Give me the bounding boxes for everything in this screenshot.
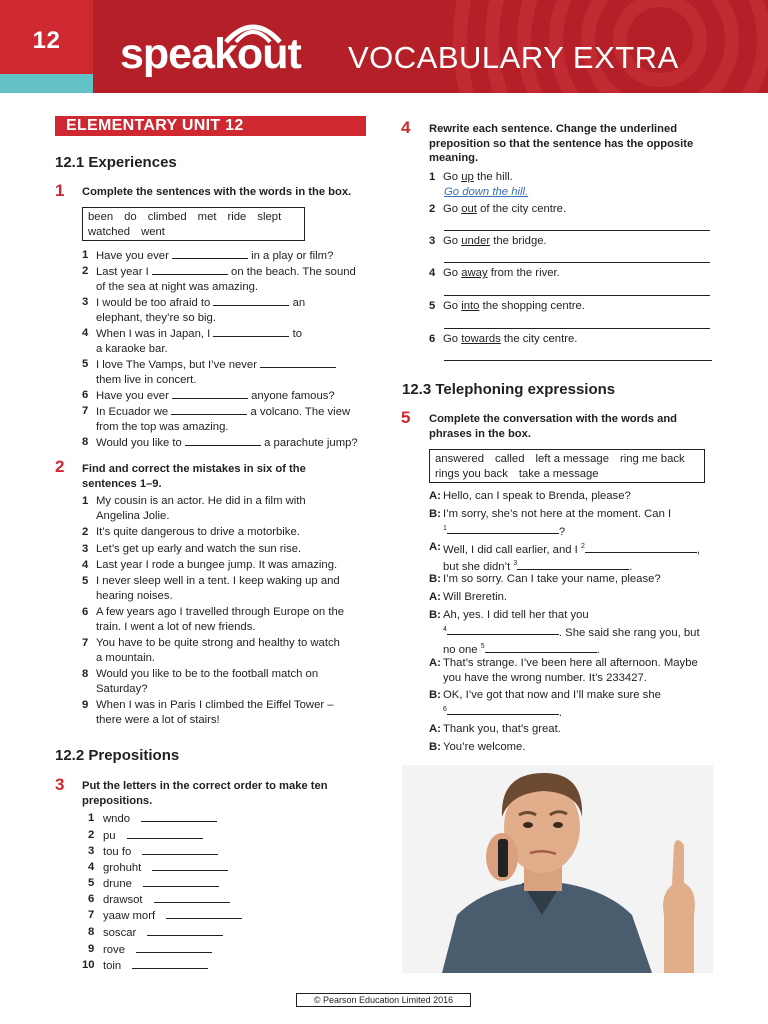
exercise-1-item [82,404,372,434]
speaker-label: B: [429,689,441,701]
item-text: Would you like to [96,437,182,449]
item-text: of the city centre. [480,203,567,215]
item-number: 2 [82,526,89,538]
answer-blank[interactable] [172,248,248,259]
exercise-1-item [82,264,372,294]
exercise-4-item [429,170,714,185]
item-number: 1 [82,249,89,261]
dialogue-text: Thank you, that’s great. [443,723,561,735]
exercise-1-instruction: Complete the sentences with the words in the box. [82,186,352,198]
item-number: 8 [82,436,89,448]
answer-blank[interactable] [152,264,228,275]
punctuation: . [558,706,563,719]
answer-blank[interactable] [260,357,336,368]
punctuation: . [629,561,633,574]
item-number: 4 [82,559,89,571]
item-number: 6 [88,893,95,905]
answer-blank[interactable] [517,559,629,570]
dialogue-line [429,489,719,504]
dialogue-text: That’s strange. I’ve been here all afternoon. Maybe [443,657,698,669]
item-text: Go [443,267,459,279]
speaker-label: B: [429,573,441,585]
item-text: My cousin is an actor. He did in a film with [96,495,306,507]
box-word: watched [88,226,131,238]
answer-line[interactable] [444,262,710,263]
answer-blank[interactable] [127,828,203,839]
exercise-1-item [82,295,372,325]
answer-blank[interactable] [171,404,247,415]
item-text: I love The Vamps, but I’ve never [96,359,257,371]
underlined-preposition: out [461,203,477,215]
dialogue-text: Ah, yes. I did tell her that you [443,609,589,621]
exercise-2-item [82,494,372,523]
item-text: the shopping centre. [482,300,585,312]
box-word: do [124,211,137,223]
item-text: a parachute jump? [264,437,358,449]
dialogue-text: you have the wrong number. It’s 233427. [443,671,647,684]
exercise-1-item [82,248,372,264]
exercise-3-item [82,942,282,958]
answer-blank[interactable] [447,704,559,715]
answer-blank[interactable] [136,942,212,953]
item-text: Go [443,203,459,215]
dialogue-text: Well, I did call earlier, and I [443,543,578,556]
exercise-3-item [82,860,282,876]
exercise-1-item [82,357,372,387]
exercise-4-instruction [429,122,719,166]
exercise-4-item [429,266,714,281]
item-text: Go [443,333,459,345]
instruction-text: Put the letters in the correct order to make ten [82,780,328,792]
answer-blank[interactable] [166,908,242,919]
answer-blank[interactable] [154,892,230,903]
instruction-text: prepositions. [82,794,153,807]
item-text: the bridge. [493,235,547,247]
dialogue-text: Hello, can I speak to Brenda, please? [443,490,631,502]
dialogue-line [429,688,719,720]
item-number: 8 [82,668,89,680]
gap-number: 4 [443,625,447,633]
item-text: Let’s get up early and watch the sun rise. [96,543,302,555]
answer-line[interactable] [444,230,710,231]
answer-blank[interactable] [213,326,289,337]
item-number: 6 [82,606,89,618]
exercise-1-item [82,435,372,451]
exercise-1-item [82,326,372,356]
answer-blank[interactable] [142,844,218,855]
dialogue-line [429,722,719,737]
teal-strip [0,74,93,93]
exercise-number-2: 2 [55,457,65,476]
dialogue-text: You’re welcome. [443,741,526,753]
dialogue-line [429,608,719,657]
scrambled-word: pu [103,830,116,842]
item-text: It’s quite dangerous to drive a motorbike. [96,526,300,538]
item-text: there were a lot of stairs! [96,713,220,726]
exercise-4-item [429,202,714,217]
answer-blank[interactable] [447,624,559,635]
gap-number: 6 [443,705,447,713]
item-text: I never sleep well in a tent. I keep waking up and [96,575,340,587]
underlined-preposition: towards [461,333,501,345]
exercise-4-item [429,234,714,249]
item-text: Have you ever [96,390,169,402]
unit-tab [0,0,93,74]
item-number: 7 [82,637,89,649]
unit-number: 12 [32,27,61,54]
example-answer: Go down the hill. [444,186,529,198]
exercise-1-item [82,388,372,404]
item-number: 1 [88,812,95,824]
section-heading-12-2: 12.2 Prepositions [55,747,180,764]
exercise-3-item [82,892,282,908]
scrambled-word: wndo [103,813,131,825]
exercise-3-item [82,958,282,974]
answer-blank[interactable] [447,523,559,534]
item-number: 9 [88,943,95,955]
speaker-label: A: [429,723,441,735]
item-number: 9 [82,699,89,711]
item-number: 6 [82,389,89,401]
box-phrase: take a message [518,468,599,480]
box-phrase: called [494,453,525,465]
item-text: the city centre. [503,333,578,345]
unit-banner: ELEMENTARY UNIT 12 [55,116,366,136]
dialogue-text: Will Breretin. [443,591,508,603]
item-text: a mountain. [96,651,156,664]
man-on-phone-illustration [402,765,713,973]
dialogue-line [429,656,719,685]
dialogue-line [429,540,719,575]
speaker-label: A: [429,490,441,502]
scrambled-word: toin [103,960,122,972]
answer-line[interactable] [444,360,712,361]
item-text: in a play or film? [251,250,334,262]
item-text: Angelina Jolie. [96,509,170,522]
speaker-label: B: [429,741,441,753]
box-word: slept [257,211,282,223]
item-number: 8 [88,926,95,938]
item-text: Last year I [96,266,149,278]
item-text: train. I went a lot of new friends. [96,620,256,633]
item-text: Go [443,300,459,312]
item-text: Saturday? [96,682,148,695]
item-text: In Ecuador we [96,406,169,418]
item-text: hearing noises. [96,589,173,602]
exercise-2-item [82,605,372,634]
punctuation: ? [558,525,566,538]
section-heading-12-3: 12.3 Telephoning expressions [402,381,616,398]
dialogue-line [429,572,719,587]
underlined-preposition: away [461,267,488,279]
exercise-4-item [429,299,714,314]
box-phrase: rings you back [435,468,508,480]
answer-blank[interactable] [213,295,289,306]
exercise-3-item [82,876,282,892]
item-text: an [292,297,306,309]
underlined-preposition: under [461,235,491,247]
item-number: 7 [82,405,89,417]
section-heading-12-1: 12.1 Experiences [55,154,177,171]
answer-line[interactable] [444,328,710,329]
dialogue-text: . She said she rang you, but [558,626,700,639]
box-word: been [88,211,114,223]
item-text: When I was in Japan, I [96,328,211,340]
item-text: I would be too afraid to [96,297,211,309]
punctuation: , [696,543,700,556]
dialogue-text: I’m sorry, she’s not here at the moment. Can I [443,508,672,520]
gap-number: 2 [580,543,585,550]
item-number: 4 [82,327,89,339]
item-text: elephant, they’re so big. [96,311,216,324]
exercise-3-item [82,828,282,844]
item-text: to [292,328,302,340]
answer-blank[interactable] [147,925,223,936]
speaker-label: B: [429,609,441,621]
speaker-label: A: [429,591,441,603]
dialogue-text: OK, I’ve got that now and I’ll make sure she [443,689,661,701]
answer-blank[interactable] [143,876,219,887]
exercise-4-item [429,332,714,347]
speakout-logo: speakout [120,30,301,78]
answer-line[interactable] [444,295,710,296]
scrambled-word: drune [103,878,132,890]
box-word: went [141,226,165,238]
underlined-preposition: into [461,300,480,312]
exercise-3-item [82,811,282,827]
item-text: Go [443,235,459,247]
instruction-text: preposition so that the sentence has the opposite [429,137,694,150]
exercise-2-item [82,542,372,557]
item-number: 5 [82,358,89,370]
exercise-number-1: 1 [55,181,65,200]
exercise-number-3: 3 [55,775,65,794]
item-text: a karaoke bar. [96,342,168,355]
item-number: 10 [82,959,95,971]
item-number: 3 [82,296,89,308]
answer-blank[interactable] [172,388,248,399]
box-phrase: left a message [535,453,609,465]
item-text: Last year I rode a bungee jump. It was amazing. [96,559,338,571]
instruction-text: phrases in the box. [429,427,531,440]
box-phrase: answered [435,453,484,465]
exercise-2-instruction [82,462,372,491]
gap-number: 5 [480,642,485,650]
speaker-label: B: [429,508,441,520]
item-number: 1 [429,171,436,183]
item-text: anyone famous? [251,390,335,402]
item-number: 2 [82,265,89,277]
scrambled-word: tou fo [103,846,132,858]
scrambled-word: soscar [103,927,137,939]
exercise-3-item [82,908,282,924]
exercise-5-instruction [429,412,719,441]
exercise-2-item [82,574,372,603]
instruction-text: Find and correct the mistakes in six of the [82,463,306,475]
speaker-label: A: [429,657,441,669]
instruction-text: meaning. [429,152,479,164]
scrambled-word: grohuht [103,862,142,874]
answer-blank[interactable] [141,811,217,822]
item-number: 4 [88,861,95,873]
dialogue-text: no one [443,643,478,656]
item-text: them live in concert. [96,373,197,386]
item-text: Have you ever [96,250,169,262]
item-text: Go [443,171,459,183]
exercise-3-item [82,844,282,860]
item-text: from the top was amazing. [96,420,229,433]
word-box-1 [82,207,305,241]
item-text: You have to be quite strong and healthy to watch [96,637,340,649]
dialogue-text: but she didn’t [443,561,511,574]
item-number: 2 [88,829,95,841]
scrambled-word: rove [103,944,125,956]
item-number: 5 [82,575,89,587]
exercise-number-5: 5 [401,408,411,427]
item-number: 1 [82,495,89,507]
exercise-2-item [82,558,372,573]
item-number: 5 [88,877,95,889]
answer-blank[interactable] [585,542,697,553]
scrambled-word: drawsot [103,894,143,906]
item-number: 3 [429,235,436,247]
item-text: from the river. [490,267,560,279]
answer-blank[interactable] [132,958,208,969]
speaker-label: A: [429,541,441,553]
photo-man-on-phone [402,765,713,973]
exercise-2-item [82,525,372,540]
exercise-2-item [82,667,372,696]
item-number: 5 [429,300,436,312]
answer-blank[interactable] [185,435,261,446]
copyright-footer: © Pearson Education Limited 2016 [296,993,471,1007]
item-number: 4 [429,267,436,279]
exercise-2-item [82,636,372,665]
answer-blank[interactable] [485,642,597,653]
instruction-text: sentences 1–9. [82,477,162,490]
underlined-preposition: up [461,171,474,183]
instruction-text: Complete the conversation with the words and [429,413,678,425]
dialogue-text: I’m so sorry. Can I take your name, please? [443,573,661,585]
punctuation: . [596,643,600,656]
item-number: 3 [82,543,89,555]
instruction-text: Rewrite each sentence. Change the underlined [429,123,678,135]
answer-blank[interactable] [152,860,228,871]
exercise-3-instruction [82,779,372,808]
exercise-number-4: 4 [401,118,411,137]
item-text: Would you like to be to the football match on [96,668,319,680]
item-text: a volcano. The view [250,406,351,418]
item-number: 3 [88,845,95,857]
page-header [0,0,768,93]
item-text: the hill. [476,171,513,183]
item-text: on the beach. The sound [231,266,356,278]
box-word: climbed [147,211,187,223]
gap-number: 3 [513,560,518,568]
item-number: 2 [429,203,436,215]
item-text: of the sea at night was amazing. [96,280,259,293]
dialogue-line [429,740,719,755]
section-title: VOCABULARY EXTRA [348,40,679,75]
item-text: When I was in Paris I climbed the Eiffel Tower – [96,699,334,711]
box-word: ride [227,211,247,223]
exercise-2-item [82,698,372,727]
word-box-5 [429,449,705,483]
exercise-3-item [82,925,282,941]
item-number: 7 [88,909,95,921]
box-word: met [197,211,217,223]
box-phrase: ring me back [619,453,685,465]
item-number: 6 [429,333,436,345]
gap-number: 1 [443,524,447,532]
dialogue-line [429,590,719,605]
scrambled-word: yaaw morf [103,910,156,922]
dialogue-line [429,507,719,539]
item-text: A few years ago I travelled through Europe on the [96,606,345,618]
